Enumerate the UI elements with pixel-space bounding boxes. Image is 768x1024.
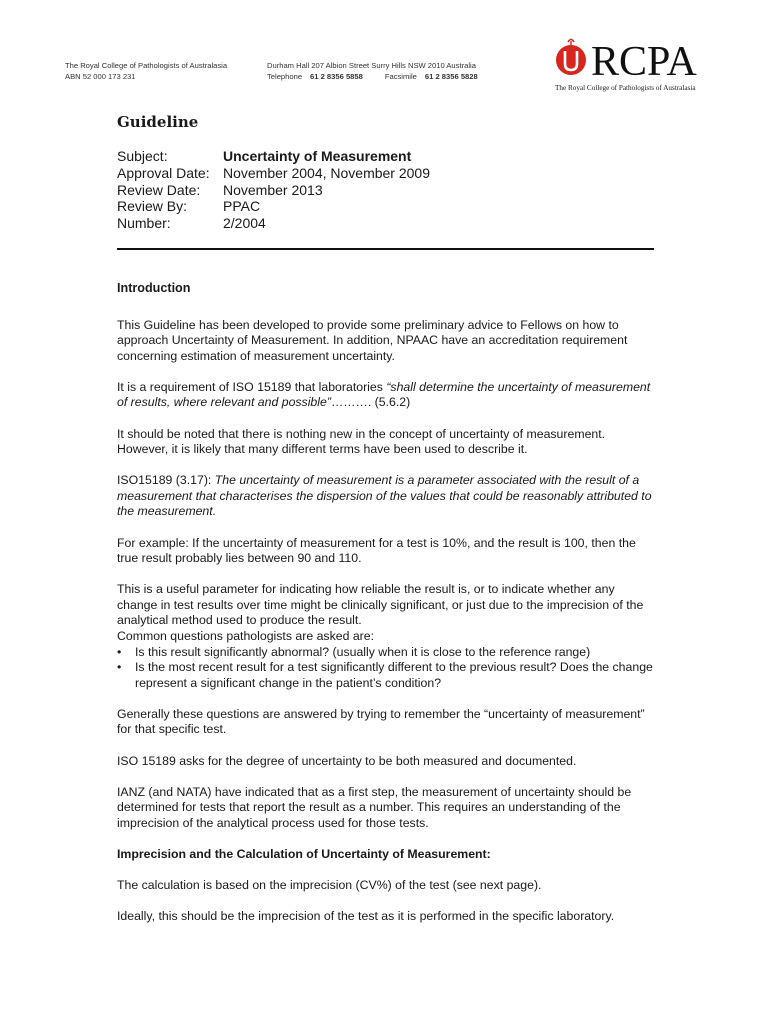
text-run: ………. (5.6.2)	[330, 395, 411, 410]
meta-row-number	[117, 215, 430, 232]
meta-value: PPAC	[223, 198, 261, 215]
paragraph: This Guideline has been developed to provide some preliminary advice to Fellows on how to approach Uncertainty of Measurement. In addition, NPAAC have an accreditation requirement concerning estimation of measurement uncertainty.	[117, 317, 628, 363]
telephone-number: 61 2 8356 5858	[310, 72, 363, 81]
text-run: ISO15189 (3.17):	[117, 473, 215, 488]
facsimile-label: Facsimile	[384, 72, 417, 81]
logo-subtitle: The Royal College of Pathologists of Australasia	[555, 84, 696, 92]
meta-value-subject: Uncertainty of Measurement	[223, 148, 412, 164]
meta-label: Review Date:	[117, 181, 201, 198]
list-item-text: Is this result significantly abnormal? (usually when it is close to the reference range)	[135, 644, 591, 659]
question-list	[117, 645, 657, 692]
logo-wordmark: RCPA	[591, 39, 697, 85]
meta-label: Approval Date:	[117, 164, 210, 181]
paragraph: Generally these questions are answered by trying to remember the “uncertainty of measurement” for that specific test.	[117, 706, 645, 737]
quote-text: The uncertainty of measurement is a parameter associated with the result of a measurement that characterises the dispersion of the values that could be reasonably attributed to the measurement.	[117, 473, 652, 519]
header-organisation	[65, 60, 227, 82]
meta-label: Subject:	[117, 148, 168, 164]
paragraph: ISO 15189 asks for the degree of uncertainty to be both measured and documented.	[117, 753, 577, 768]
paragraph: Common questions pathologists are asked are:	[117, 629, 375, 643]
telephone-label: Telephone	[267, 72, 303, 81]
bullet-icon: •	[117, 644, 122, 659]
meta-value: November 2013	[223, 181, 323, 198]
facsimile-number: 61 2 8356 5828	[424, 72, 478, 81]
bullet-icon: •	[117, 660, 122, 675]
paragraph: IANZ (and NATA) have indicated that as a first step, the measurement of uncertainty should be determined for tests that report the result as a number. This requires an understanding of the imprecision of the analytical process used for those tests.	[117, 784, 632, 830]
quote-text: “shall determine the uncertainty of measurement of results, where relevant and possible”	[117, 379, 651, 410]
section-heading-imprecision: Imprecision and the Calculation of Uncertainty of Measurement:	[117, 846, 491, 861]
meta-row-approval-date	[117, 165, 430, 182]
paragraph: This is a useful parameter for indicating how reliable the result is, or to indicate whether any change in test results over time might be clinically significant, or just due to the imprecision of the analytical method used to produce the result.	[117, 582, 644, 628]
meta-value: November 2004, November 2009	[223, 164, 431, 181]
org-abn: ABN 52 000 173 231	[65, 72, 136, 81]
meta-row-review-date	[117, 182, 430, 199]
list-item	[117, 645, 657, 661]
text-run: It is a requirement of ISO 15189 that laboratories	[117, 379, 387, 394]
paragraph-iso-definition	[117, 473, 657, 520]
paragraph: It should be noted that there is nothing new in the concept of uncertainty of measurement. However, it is likely that many different terms have been used to describe it.	[117, 426, 606, 457]
document-type: Guideline	[117, 113, 199, 131]
document-metadata	[117, 148, 430, 232]
org-address: Durham Hall 207 Albion Street Surry Hills NSW 2010 Australia	[267, 61, 476, 70]
paragraph-iso-requirement	[117, 380, 657, 411]
section-heading-introduction: Introduction	[117, 281, 191, 295]
list-item-text: Is the most recent result for a test significantly different to the previous result? Does the change represent a significant change in the patient’s condition?	[135, 660, 653, 690]
org-name: The Royal College of Pathologists of Australasia	[65, 61, 228, 70]
meta-value: 2/2004	[223, 215, 266, 232]
paragraph: Ideally, this should be the imprecision of the test as it is performed in the specific laboratory.	[117, 909, 615, 924]
header-divider	[117, 248, 654, 250]
document-body	[117, 281, 657, 940]
list-item	[117, 660, 657, 691]
rcpa-emblem-icon	[553, 36, 593, 84]
meta-row-subject	[117, 148, 430, 165]
rcpa-logo	[553, 36, 713, 96]
header-contact	[267, 60, 478, 82]
paragraph: For example: If the uncertainty of measurement for a test is 10%, and the result is 100, then the true result probably lies between 90 and 110.	[117, 535, 636, 566]
meta-row-review-by	[117, 198, 430, 215]
meta-label: Number:	[117, 215, 171, 232]
meta-label: Review By:	[117, 198, 188, 215]
paragraph: The calculation is based on the imprecision (CV%) of the test (see next page).	[117, 878, 542, 893]
